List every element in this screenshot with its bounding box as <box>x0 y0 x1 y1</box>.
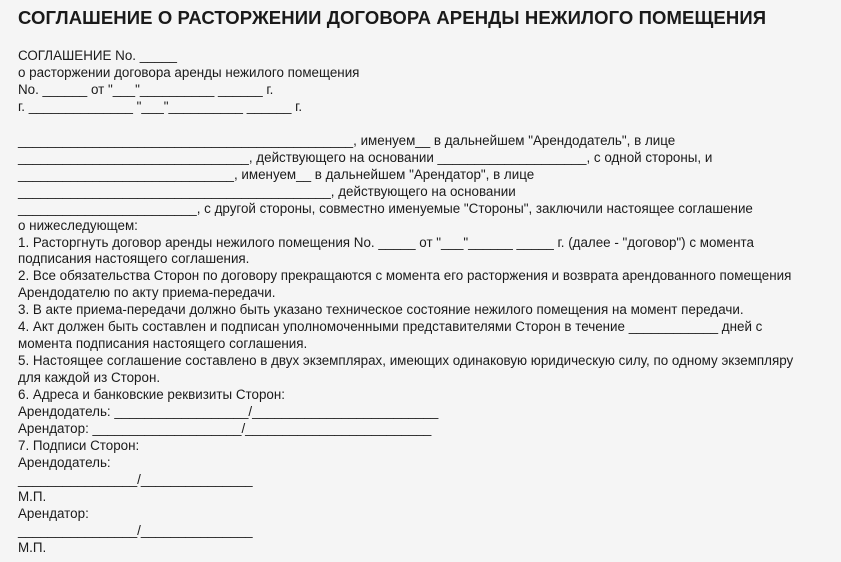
clause-5-line-2: для каждой из Сторон. <box>18 370 161 385</box>
lessee-signature-line: ________________/_______________ <box>18 523 253 538</box>
clause-6-heading: 6. Адреса и банковские реквизиты Сторон: <box>18 387 285 402</box>
lessee-details-line: Арендатор: ____________________/_________________________ <box>18 421 432 436</box>
lessee-signature-label: Арендатор: <box>18 506 89 521</box>
lessor-details-line: Арендодатель: __________________/_________________________ <box>18 404 439 419</box>
agreement-subject-line: о расторжении договора аренды нежилого помещения <box>18 65 360 80</box>
lessor-seal-label: М.П. <box>18 489 47 504</box>
agreement-number-line: СОГЛАШЕНИЕ No. _____ <box>18 48 177 63</box>
clause-5-line-1: 5. Настоящее соглашение составлено в двух экземплярах, имеющих одинаковую юридическую силу, по одному экземпляру <box>18 353 794 368</box>
preamble-line-2: _______________________________, действующего на основании ____________________, с одной стороны, и <box>18 150 713 165</box>
clause-1-line-1: 1. Расторгнуть договор аренды нежилого помещения No. _____ от "___"______ _____ г. (далее - "договор") с момента <box>18 235 754 250</box>
place-date-line: г. ______________ "___"__________ ______ г. <box>18 99 303 114</box>
clause-3: 3. В акте приема-передачи должно быть указано техническое состояние нежилого помещения на момент передачи. <box>18 302 744 317</box>
preamble-line-5: ________________________, с другой стороны, совместно именуемые "Стороны", заключили настоящее соглашение <box>18 201 753 216</box>
clause-7-heading: 7. Подписи Сторон: <box>18 438 140 453</box>
document-title: СОГЛАШЕНИЕ О РАСТОРЖЕНИИ ДОГОВОРА АРЕНДЫ НЕЖИЛОГО ПОМЕЩЕНИЯ <box>18 7 767 28</box>
preamble-line-6: о нижеследующем: <box>18 218 138 233</box>
clause-2-line-2: Арендодателю по акту приема-передачи. <box>18 285 276 300</box>
preamble-line-3: _____________________________, именуем__ в дальнейшем "Арендатор", в лице <box>18 167 535 182</box>
preamble-line-1: _____________________________________________, именуем__ в дальнейшем "Арендодатель", в лице <box>18 133 676 148</box>
preamble-line-4: __________________________________________, действующего на основании <box>18 184 516 199</box>
lessor-signature-label: Арендодатель: <box>18 455 111 470</box>
clause-2-line-1: 2. Все обязательства Сторон по договору прекращаются с момента его расторжения и возврата арендованного помещения <box>18 268 792 283</box>
lessee-seal-label: М.П. <box>18 540 47 555</box>
contract-reference-line: No. ______ от "___"__________ ______ г. <box>18 82 274 97</box>
clause-1-line-2: подписания настоящего соглашения. <box>18 251 250 266</box>
clause-4-line-1: 4. Акт должен быть составлен и подписан уполномоченными представителями Сторон в течение ____________ дней с <box>18 319 763 334</box>
clause-4-line-2: момента подписания настоящего соглашения. <box>18 336 308 351</box>
lessor-signature-line: ________________/_______________ <box>18 472 253 487</box>
